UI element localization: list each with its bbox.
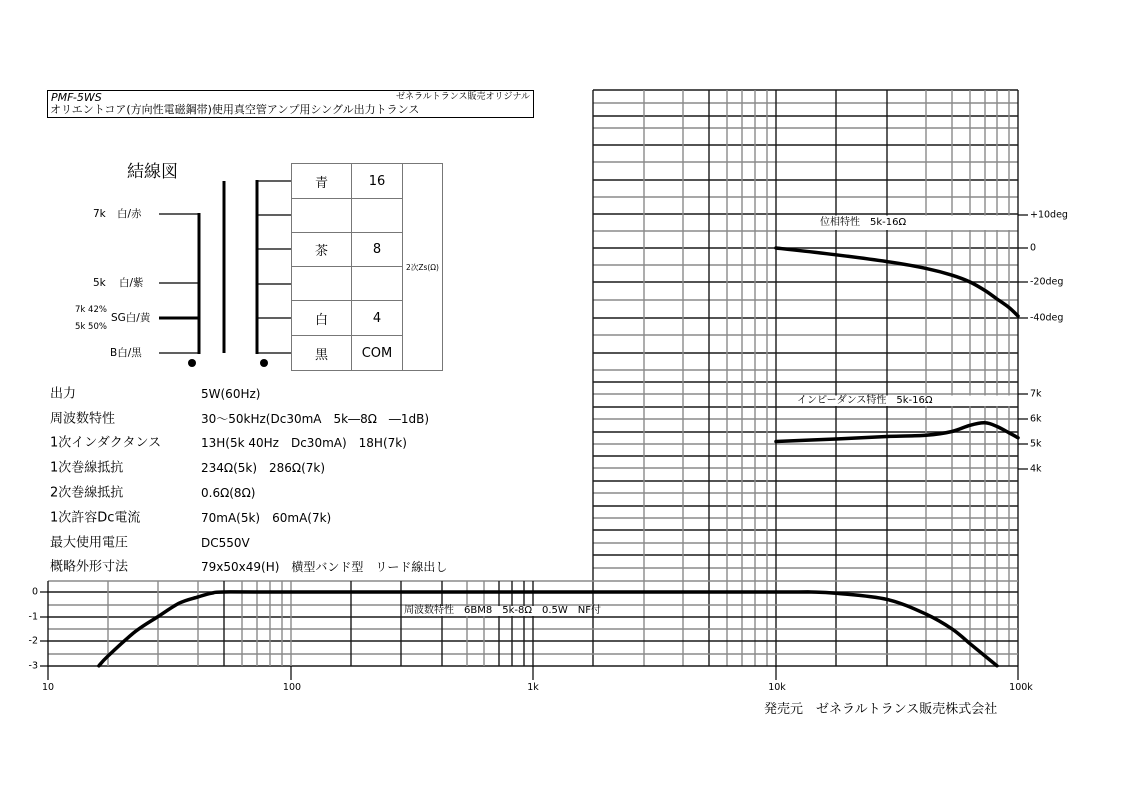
secondary-impedance-table — [291, 163, 443, 371]
impedance-tick-label: 5k — [1030, 438, 1042, 450]
spec-label: 1次巻線抵抗 — [50, 460, 124, 476]
y-tick-label: -1 — [28, 611, 38, 623]
product-description: オリエントコア(方向性電磁鋼帯)使用真空管アンプ用シングル出力トランス — [50, 103, 420, 116]
wire-color-cell: 白 — [292, 301, 352, 336]
polarity-dot-secondary — [260, 359, 268, 367]
wiring-diagram-title: 結線図 — [127, 162, 178, 182]
ohm-cell: 4 — [352, 301, 403, 336]
x-tick-label: 10 — [41, 682, 55, 693]
x-tick-label: 100 — [282, 682, 302, 693]
ohm-cell — [352, 199, 403, 233]
tap-7k-impedance: 7k — [93, 207, 106, 220]
phase-chart-title: 位相特性 5k-16Ω — [820, 217, 907, 228]
model-number: PMF-5WS — [51, 91, 102, 104]
ohm-cell — [352, 267, 403, 301]
polarity-dot-primary — [188, 359, 196, 367]
chart-grid — [48, 90, 1018, 666]
ohm-cell: 8 — [352, 233, 403, 267]
spec-value: 5W(60Hz) — [201, 387, 261, 401]
wire-color-cell: 茶 — [292, 233, 352, 267]
tap-sg-color: SG白/黄 — [111, 311, 151, 324]
y-tick-label: -3 — [28, 660, 38, 672]
tap-5k-color: 白/紫 — [119, 276, 144, 289]
phase-tick-label: -40deg — [1030, 312, 1064, 324]
spec-label: 最大使用電圧 — [50, 535, 129, 551]
spec-value: 13H(5k 40Hz Dc30mA) 18H(7k) — [201, 436, 407, 450]
impedance-tick-label: 7k — [1030, 388, 1042, 400]
spec-value: DC550V — [201, 536, 250, 550]
tap-7k-color: 白/赤 — [117, 207, 142, 220]
sg-ratio-5k: 5k 50% — [75, 321, 107, 332]
phase-tick-label: -20deg — [1030, 276, 1064, 288]
secondary-zs-label: 2次Zs(Ω) — [403, 164, 443, 371]
spec-label: 概略外形寸法 — [50, 559, 129, 575]
wire-color-cell — [292, 199, 352, 233]
vendor-note: ゼネラルトランス販売オリジナル — [395, 92, 530, 102]
chart-curves — [99, 248, 1018, 666]
spec-label: 2次巻線抵抗 — [50, 485, 124, 501]
impedance-tick-label: 6k — [1030, 413, 1042, 425]
wiring-diagram — [159, 180, 291, 367]
x-tick-label: 1k — [527, 682, 539, 693]
spec-label: 1次インダクタンス — [50, 435, 162, 451]
x-tick-label: 10k — [768, 682, 786, 693]
impedance-chart-title: インピーダンス特性 5k-16Ω — [797, 395, 933, 406]
tap-b-color: B白/黒 — [110, 346, 142, 359]
publisher-footer: 発売元 ゼネラルトランス販売株式会社 — [764, 702, 998, 717]
wire-color-cell — [292, 267, 352, 301]
wire-color-cell: 青 — [292, 164, 352, 199]
spec-value: 30〜50kHz(Dc30mA 5k―8Ω ―1dB) — [201, 412, 430, 426]
spec-value: 70mA(5k) 60mA(7k) — [201, 511, 332, 525]
phase-tick-label: +10deg — [1030, 209, 1068, 221]
x-tick-label: 100k — [1009, 682, 1033, 693]
impedance-tick-label: 4k — [1030, 463, 1042, 475]
y-tick-label: -2 — [28, 635, 38, 647]
frequency-chart-title: 周波数特性 6BM8 5k-8Ω 0.5W NF付 — [404, 605, 602, 616]
spec-value: 0.6Ω(8Ω) — [201, 486, 256, 500]
phase-tick-label: 0 — [1030, 242, 1037, 254]
ohm-cell: COM — [352, 336, 403, 371]
y-tick-label: 0 — [31, 586, 38, 598]
sg-ratio-7k: 7k 42% — [75, 304, 107, 315]
wire-color-cell: 黒 — [292, 336, 352, 371]
spec-label: 周波数特性 — [50, 411, 116, 427]
ohm-cell: 16 — [352, 164, 403, 199]
spec-value: 234Ω(5k) 286Ω(7k) — [201, 461, 326, 475]
title-block — [47, 90, 534, 118]
spec-label: 1次許容Dc電流 — [50, 510, 141, 526]
table-row — [292, 164, 443, 199]
spec-value: 79x50x49(H) 横型バンド型 リード線出し — [201, 560, 448, 574]
spec-label: 出力 — [50, 386, 77, 402]
tap-5k-impedance: 5k — [93, 276, 106, 289]
